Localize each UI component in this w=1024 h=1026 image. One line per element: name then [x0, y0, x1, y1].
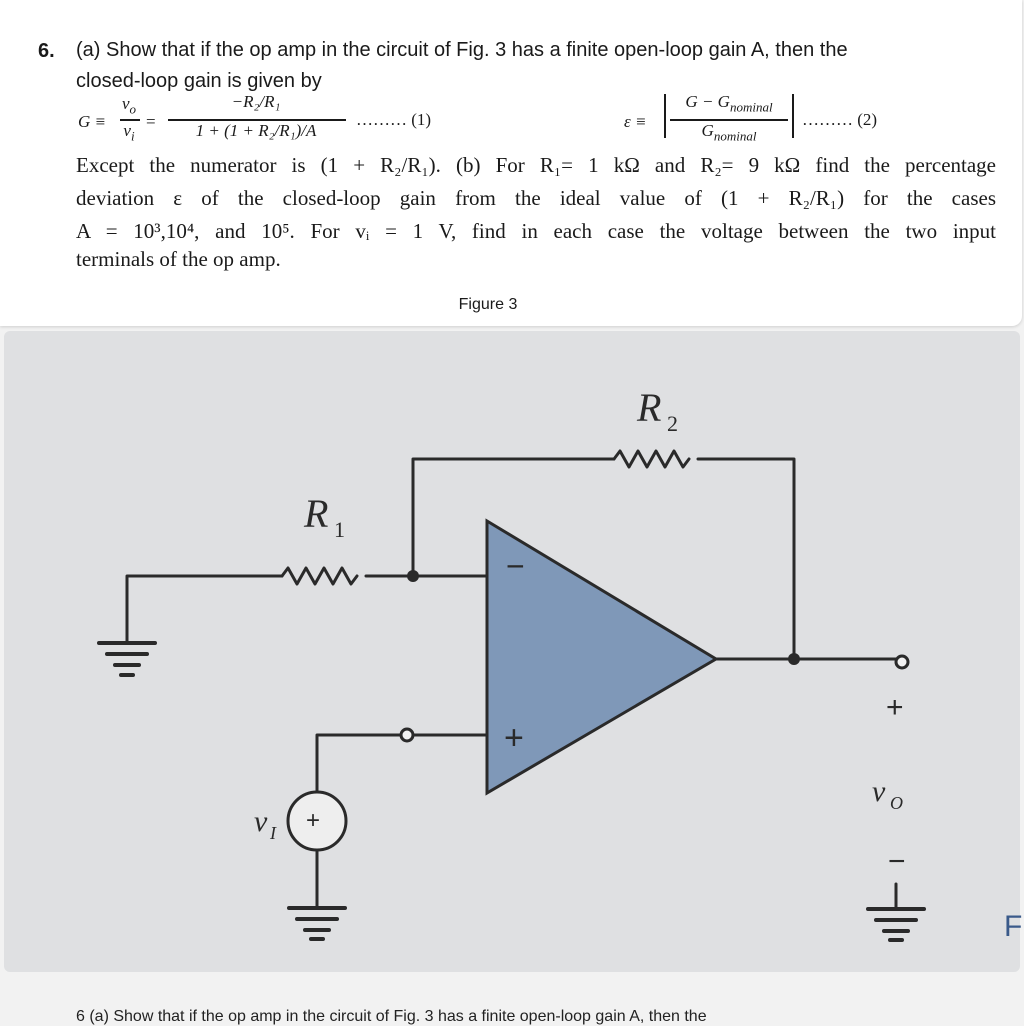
eq1-num-a: v: [121, 94, 130, 113]
eq2-abs-left: [664, 94, 666, 138]
problem-line-1: (a) Show that if the op amp in the circuit of Fig. 3 has a finite open-loop gain A, then the: [76, 39, 848, 61]
label-vo: v: [872, 775, 886, 808]
label-noninverting-plus: +: [504, 719, 524, 757]
eq1-tag: ……… (1): [356, 110, 432, 129]
wire-source-to-input: [317, 735, 401, 791]
label-vi-sub: I: [270, 823, 276, 843]
label-r1: R: [304, 491, 329, 536]
eq2-tag: ……… (2): [802, 110, 878, 129]
problem-number: 6.: [38, 40, 55, 62]
edge-letter: F: [1004, 910, 1023, 943]
paragraph-line-1: Except the numerator is (1 + R₂/R₁). (b) For R₁= 1 kΩ and R₂= 9 kΩ find the percentage: [76, 153, 996, 177]
label-output-minus: −: [888, 845, 906, 878]
ground-symbol-output: [868, 909, 924, 940]
label-r2: R: [637, 385, 662, 430]
label-vo-sub: O: [890, 793, 903, 813]
problem-line-2: closed-loop gain is given by: [76, 70, 322, 92]
problem-page: [0, 0, 1022, 326]
eq2-num: G − G: [685, 92, 730, 111]
wire-feedback-right: [698, 459, 794, 659]
label-r2-sub: 2: [667, 411, 678, 436]
ground-symbol-source: [289, 908, 345, 939]
eq1-lhs: G ≡: [78, 112, 106, 131]
paragraph-line-2: deviation ε of the closed-loop gain from the ideal value of (1 + R₂/R₁) for the cases: [76, 186, 996, 210]
paragraph-line-3: A = 10³,10⁴, and 10⁵. For vᵢ = 1 V, find in each case the voltage between the two input: [76, 219, 996, 243]
circuit-figure: [4, 331, 1023, 972]
ground-symbol-left: [99, 643, 155, 675]
label-r1-sub: 1: [334, 517, 345, 542]
junction-output-node: [788, 653, 800, 665]
eq2-den-sub: nominal: [713, 128, 757, 144]
eq1-den-a: v: [123, 121, 131, 140]
terminal-output: [896, 656, 908, 668]
eq1-num-a-sub: o: [129, 101, 137, 117]
eq1-equals: =: [146, 112, 156, 131]
junction-inverting-node: [407, 570, 419, 582]
resistor-r1: [282, 568, 357, 584]
label-source-plus: +: [306, 807, 321, 834]
label-inverting-minus: −: [506, 548, 525, 584]
figure-caption: Figure 3: [458, 296, 518, 313]
terminal-input: [401, 729, 413, 741]
paragraph-line-4: terminals of the op amp.: [76, 247, 281, 271]
eq2-num-sub: nominal: [729, 99, 773, 115]
eq2-lhs: ε ≡: [624, 112, 647, 131]
eq2-abs-right: [792, 94, 794, 138]
circuit-diagram: [4, 331, 1023, 972]
eq1-den-b: 1 + (1 + R₂/R₁)/A: [195, 121, 317, 140]
wire-ground-to-r1: [127, 576, 282, 641]
eq2-den: G: [701, 121, 714, 140]
resistor-r2: [614, 451, 689, 467]
label-vi: v: [254, 805, 268, 838]
next-page-cut-text: 6 (a) Show that if the op amp in the circuit of Fig. 3 has a finite open-loop gain A, then the: [76, 1008, 707, 1025]
eq1-num-b: −R₂/R₁: [231, 92, 281, 111]
label-output-plus: +: [886, 691, 904, 724]
eq1-den-a-sub: i: [130, 128, 135, 144]
